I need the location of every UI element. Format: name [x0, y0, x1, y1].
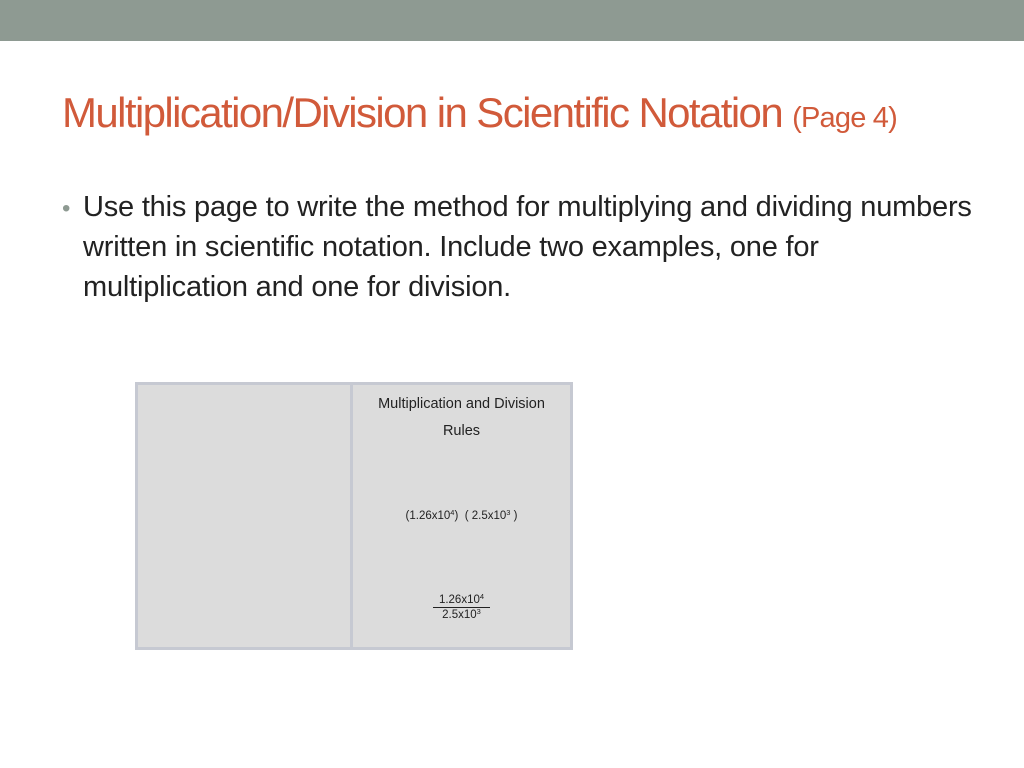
bullet-dot-icon: • [62, 195, 71, 222]
foldable-heading-line2: Rules [442, 423, 481, 439]
mult-factor-a-exponent: 4 [450, 508, 455, 517]
foldable-heading-line1: Multiplication and Division [378, 396, 545, 412]
slide-title [62, 88, 897, 138]
mult-factor-b-exponent: 3 [506, 508, 511, 517]
bullet-text: Use this page to write the method for multiplying and dividing numbers written in scientific notation. Include two examples, one for multiplication and one for division. [83, 191, 972, 303]
foldable-right-panel [353, 385, 570, 647]
mult-factor-a-close: ) [454, 510, 459, 522]
foldable-heading [353, 391, 570, 445]
mult-factor-b-close: ) [510, 510, 518, 522]
slide-title-main: Multiplication/Division in Scientific Notation [62, 89, 783, 136]
division-numerator [433, 593, 490, 608]
bullet-item [62, 187, 982, 307]
division-example [353, 593, 570, 623]
division-numerator-exponent: 4 [479, 592, 485, 601]
division-denominator [353, 608, 570, 623]
division-denominator-exponent: 3 [476, 607, 481, 616]
division-numerator-base: 1.26x10 [438, 594, 480, 606]
mult-factor-a-base: (1.26x10 [405, 510, 451, 522]
slide-title-page-label: (Page 4) [792, 102, 897, 134]
foldable-diagram [135, 382, 573, 650]
multiplication-example [353, 510, 570, 522]
division-denominator-base: 2.5x10 [442, 609, 477, 621]
top-accent-bar [0, 0, 1024, 41]
mult-factor-b-base: ( 2.5x10 [464, 510, 507, 522]
